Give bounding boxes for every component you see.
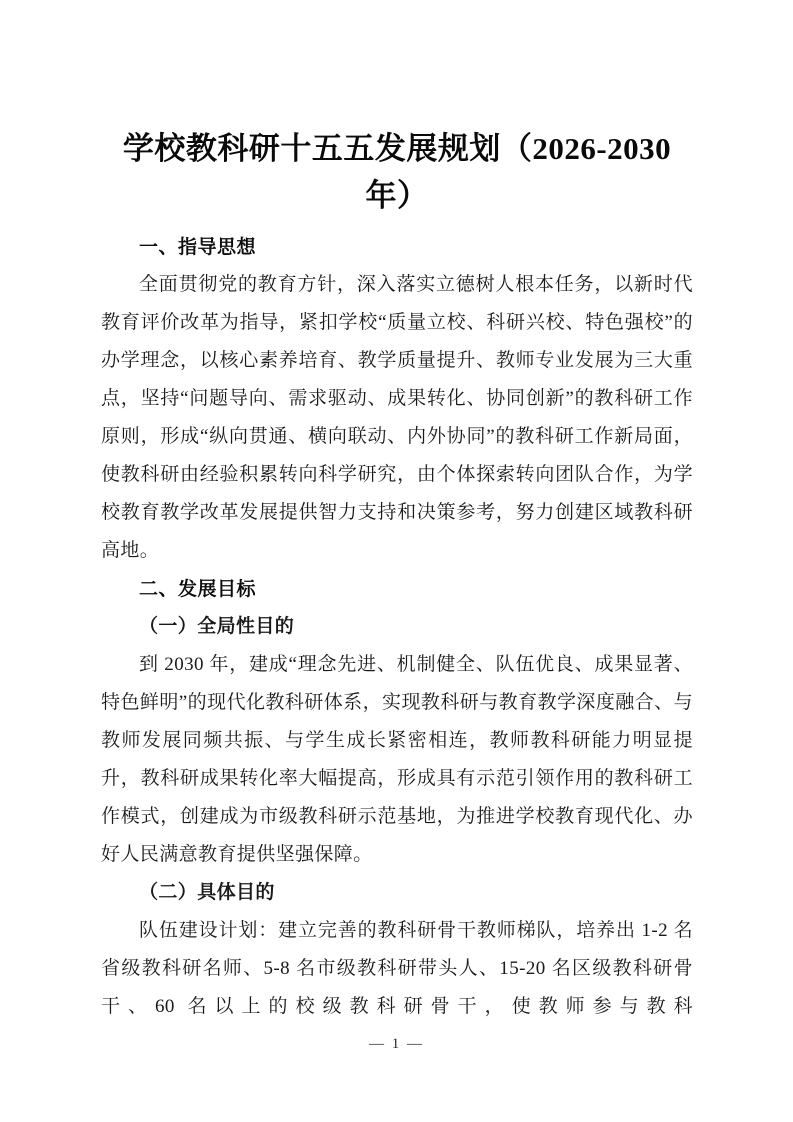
page-title <box>101 125 693 219</box>
section-heading-1: 一、指导思想 <box>139 236 257 258</box>
page-title-line-2: 年） <box>365 177 429 213</box>
section-1-paragraph-1: 全面贯彻党的教育方针，深入落实立德树人根本任务，以新时代教育评价改革为指导，紧扣学校“质量立校、科研兴校、特色强校”的办学理念，以核心素养培育、教学质量提升、教师专业发展为三大重点，坚持“问题导向、需求驱动、成果转化、协同创新”的教科研工作原则，形成“纵向贯通、横向联动、内外协同”的教科研工作新局面，使教科研由经验积累转向科学研究，由个体探索转向团队合作，为学校教育教学改革发展提供智力支持和决策参考，努力创建区域教科研高地。 <box>101 274 693 561</box>
page-number-footer: — 1 — <box>369 1036 424 1052</box>
subsection-heading-2-2: （二）具体目的 <box>139 882 275 903</box>
subsection-heading-2-1: （一）全局性目的 <box>139 616 295 637</box>
section-heading-2: 二、发展目标 <box>139 578 257 600</box>
subsection-2-2-paragraph-1: 队伍建设计划：建立完善的教科研骨干教师梯队，培养出 1-2 名省级教科研名师、5-8 名市级教科研带头人、15-20 名区级教科研骨干、60 名以上的校级教科研骨干，使教师参与教科 <box>101 920 693 1017</box>
subsection-2-1-paragraph-1: 到 2030 年，建成“理念先进、机制健全、队伍优良、成果显著、特色鲜明”的现代化教科研体系，实现教科研与教育教学深度融合、与教师发展同频共振、与学生成长紧密相连，教师教科研能力明显提升，教科研成果转化率大幅提高，形成具有示范引领作用的教科研工作模式，创建成为市级教科研示范基地，为推进学校教育现代化、办好人民满意教育提供坚强保障。 <box>101 654 693 865</box>
page-title-line-1: 学校教科研十五五发展规划（2026-2030 <box>122 130 672 166</box>
document-body <box>101 228 693 1026</box>
